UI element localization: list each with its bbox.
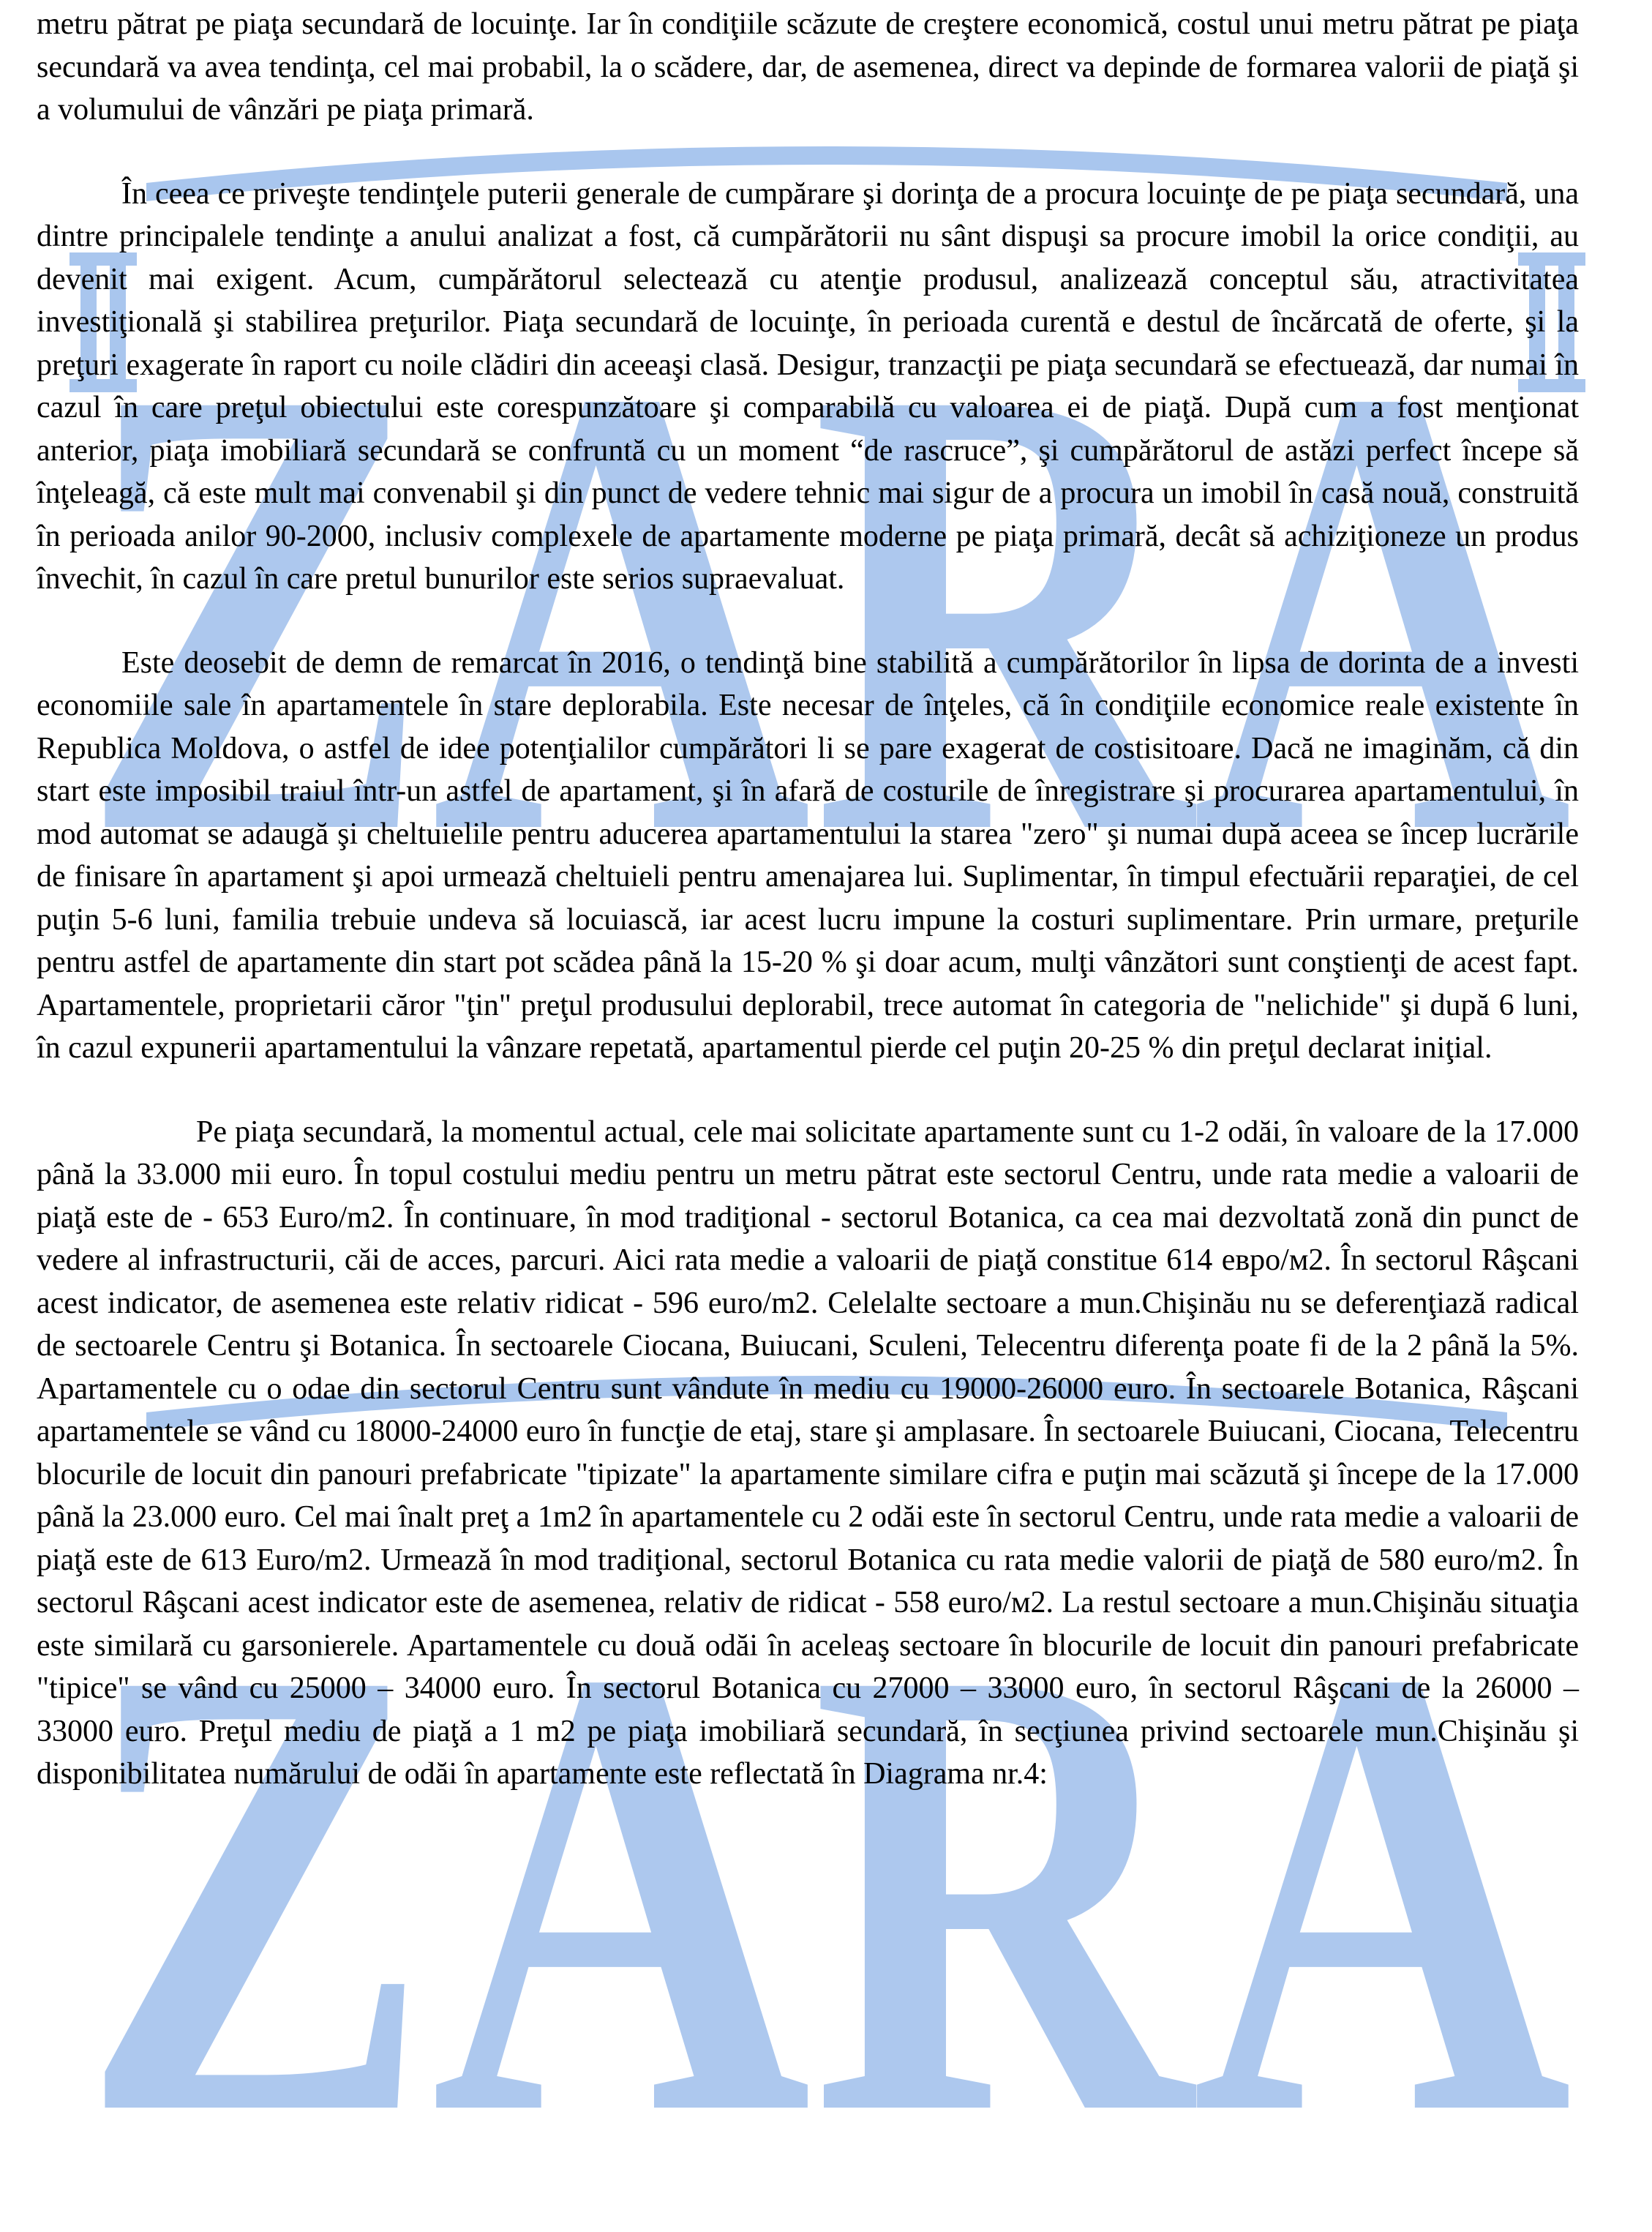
paragraph-2: În ceea ce priveşte tendinţele puterii generale de cumpărare şi dorinţa de a procura locuinţe de pe piaţa secundară, una dintre principalele tendinţe a anului analizat a fost, că cumpărătorii nu sânt dispuşi sa procure imobil la orice condiţii, au devenit mai exigent. Acum, cumpărătorul selectează cu atenţie produsul, analizează conceptul său, atractivitatea investiţională şi stabilirea preţurilor. Piaţa secundară de locuinţe, în perioada curentă e destul de încărcată de oferte, şi la preţuri exagerate în raport cu noile clădiri din aceeaşi clasă. Desigur, tranzacţii pe piaţa secundară se efectuează, dar numai în cazul în care preţul obiectului este corespunzătoare şi comparabilă cu valoarea ei de piaţă. După cum a fost menţionat anterior, piaţa imobiliară secundară se confruntă cu un moment “de rascruce”, şi cumpărătorul de astăzi perfect începe să înţeleagă, că este mult mai convenabil şi din punct de vedere tehnic mai sigur de a procura un imobil în casă nouă, construită în perioada anilor 90-2000, inclusiv complexele de apartamente moderne pe piaţa primară, decât să achiziţioneze un produs învechit, în cazul în care pretul bunurilor este serios supraevaluat. (37, 176, 1579, 596)
paragraph-1: metru pătrat pe piaţa secundară de locuinţe. Iar în condiţiile scăzute de creştere economică, costul unui metru pătrat pe piaţa secundară va avea tendinţa, cel mai probabil, la o scădere, dar, de asemenea, direct va depinde de formarea valorii de piaţă şi a volumului de vânzări pe piaţa primară. (37, 7, 1579, 127)
watermark-text-bottom: ZARA (80, 1535, 1572, 2232)
document-body (37, 3, 1579, 1837)
watermark-text-top: ZARA (80, 254, 1572, 967)
paragraph-3: Este deosebit de demn de remarcat în 2016, o tendinţă bine stabilită a cumpărătorilor în lipsa de dorinta de a investi economiile sale în apartamentele în stare deplorabila. Este necesar de înţeles, că în condiţiile economice reale existente în Republica Moldova, o astfel de idee potenţialilor cumpărători li se pare exagerat de costisitoare. Dacă ne imaginăm, că din start este imposibil traiul într-un astfel de apartament, şi în afară de costurile de înregistrare şi procurarea apartamentului, în mod automat se adaugă şi cheltuielile pentru aducerea apartamentului la starea "zero" şi numai după aceea se încep lucrările de finisare în apartament şi apoi urmează cheltuieli pentru amenajarea lui. Suplimentar, în timpul efectuării reparaţiei, de cel puţin 5-6 luni, familia trebuie undeva să locuiască, iar acest lucru impune la costuri suplimentare. Prin urmare, preţurile pentru astfel de apartamente din start pot scădea până la 15-20 % şi doar acum, mulţi vânzători sunt conştienţi de acest fapt. Apartamentele, proprietarii căror "ţin" preţul produsului deplorabil, trece automat în categoria de "nelichide" şi după 6 luni, în cazul expunerii apartamentului la vânzare repetată, apartamentul pierde cel puţin 20-25 % din preţul declarat iniţial. (37, 645, 1579, 1065)
paragraph-4: Pe piaţa secundară, la momentul actual, cele mai solicitate apartamente sunt cu 1-2 odăi, în valoare de la 17.000 până la 33.000 mii euro. În topul costului mediu pentru un metru pătrat este sectorul Centru, unde rata medie a valoarii de piaţă este de - 653 Euro/m2. În continuare, în mod tradiţional - sectorul Botanica, ca cea mai dezvoltată zonă din punct de vedere al infrastructurii, căi de acces, parcuri. Aici rata medie a valoarii de piaţă constitue 614 евро/м2. În sectorul Râşcani acest indicator, de asemenea este relativ ridicat - 596 euro/m2. Celelalte sectoare a mun.Chişinău nu se deferenţiază radical de sectoarele Centru şi Botanica. În sectoarele Ciocana, Buiucani, Sculeni, Telecentru diferenţa poate fi de la 2 până la 5%. Apartamentele cu o odae din sectorul Centru sunt vândute în mediu cu 19000-26000 euro. În sectoarele Botanica, Râşcani apartamentele se vând cu 18000-24000 euro în funcţie de etaj, stare şi amplasare. În sectoarele Buiucani, Ciocana, Telecentru blocurile de locuit din panouri prefabricate "tipizate" la apartamente similare cifra e puţin mai scăzută şi începe de la 17.000 până la 23.000 euro. Cel mai înalt preţ a 1m2 în apartamentele cu 2 odăi este în sectorul Centru, unde rata medie a valoarii de piaţă este de 613 Euro/m2. Urmează în mod tradiţional, sectorul Botanica cu rata medie valorii de piaţă de 580 euro/m2. În sectorul Râşcani acest indicator este de asemenea, relativ de ridicat - 558 euro/м2. La restul sectoare a mun.Chişinău situaţia este similară cu garsonierele. Apartamentele cu două odăi în aceleaş sectoare în blocurile de locuit din panouri prefabricate "tipice" se vând cu 25000 – 34000 euro. În sectorul Botanica cu 27000 – 33000 euro, în sectorul Râşcani de la 26000 – 33000 euro. Preţul mediu de piaţă a 1 m2 pe piaţa imobiliară secundară, în secţiunea privind sectoarele mun.Chişinău şi disponibilitatea numărului de odăi în apartamente este reflectată în Diagrama nr.4: (37, 1115, 1579, 1791)
